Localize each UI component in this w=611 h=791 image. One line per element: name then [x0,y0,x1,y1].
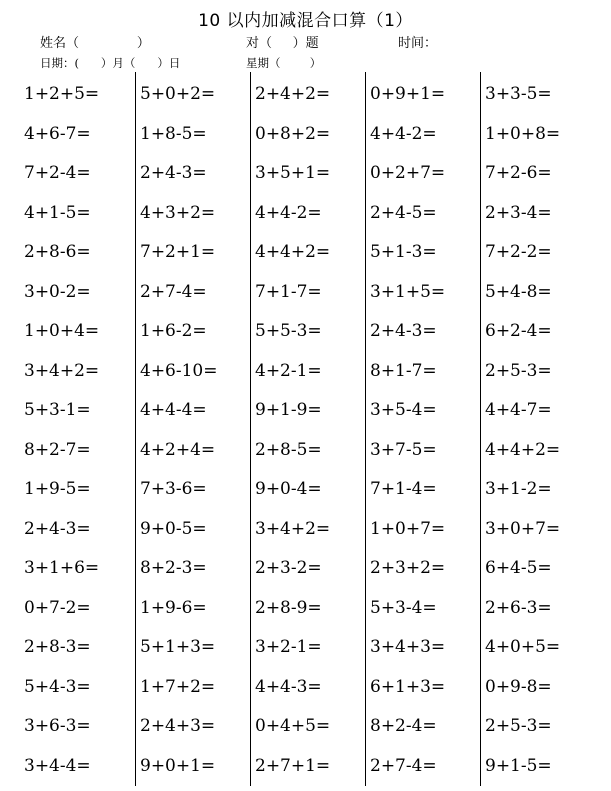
math-problem: 2+8-3= [24,637,91,657]
math-problem: 8+2-3= [140,558,207,578]
math-problem: 3+1-2= [485,479,552,499]
math-problem: 4+4+2= [255,242,330,262]
problem-row [24,515,604,555]
math-problem: 0+8+2= [255,124,330,144]
math-problem: 4+2+4= [140,440,215,460]
math-problem: 7+1-7= [255,282,322,302]
arithmetic-grid [24,80,604,791]
problem-row [24,673,604,713]
math-problem: 7+3-6= [140,479,207,499]
problem-row [24,633,604,673]
math-problem: 1+7+2= [140,677,215,697]
math-problem: 3+5+1= [255,163,330,183]
math-problem: 7+2-2= [485,242,552,262]
math-problem: 5+4-8= [485,282,552,302]
math-problem: 4+2-1= [255,361,322,381]
math-problem: 4+6-10= [140,361,218,381]
math-problem: 4+4+2= [485,440,560,460]
math-problem: 5+0+2= [140,84,215,104]
math-problem: 4+3+2= [140,203,215,223]
weekday-field-label: 星期（ ） [246,55,321,71]
math-problem: 8+1-7= [370,361,437,381]
math-problem: 9+0-4= [255,479,322,499]
math-problem: 3+7-5= [370,440,437,460]
math-problem: 1+9-6= [140,598,207,618]
math-problem: 0+9-8= [485,677,552,697]
math-problem: 3+3-5= [485,84,552,104]
problem-row [24,594,604,634]
problem-row [24,80,604,120]
problem-row [24,396,604,436]
math-problem: 4+4-2= [370,124,437,144]
math-problem: 5+4-3= [24,677,91,697]
time-label: 时间： [398,36,437,52]
problem-row [24,554,604,594]
correct-count-label: 对（ ）题 [246,36,319,52]
math-problem: 4+0+5= [485,637,560,657]
math-problem: 2+4-3= [140,163,207,183]
math-problem: 7+2-4= [24,163,91,183]
problem-row [24,436,604,476]
math-problem: 3+1+6= [24,558,99,578]
math-problem: 1+0+4= [24,321,99,341]
math-problem: 3+2-1= [255,637,322,657]
math-problem: 2+5-3= [485,716,552,736]
math-problem: 6+1+3= [370,677,445,697]
problem-row [24,199,604,239]
math-problem: 2+4+2= [255,84,330,104]
math-problem: 2+4-5= [370,203,437,223]
math-problem: 4+6-7= [24,124,91,144]
problem-row [24,120,604,160]
math-problem: 7+2+1= [140,242,215,262]
math-problem: 3+1+5= [370,282,445,302]
math-problem: 2+8-5= [255,440,322,460]
math-problem: 2+7-4= [140,282,207,302]
math-problem: 4+4-7= [485,400,552,420]
math-problem: 9+1-9= [255,400,322,420]
name-field-label: 姓名（ ） [40,36,150,52]
math-problem: 1+8-5= [140,124,207,144]
math-problem: 2+8-9= [255,598,322,618]
math-problem: 3+5-4= [370,400,437,420]
math-problem: 8+2-7= [24,440,91,460]
math-problem: 4+4-2= [255,203,322,223]
math-problem: 3+4+2= [255,519,330,539]
math-problem: 2+7-4= [370,756,437,776]
page-title: 10 以内加减混合口算（1） [0,6,611,31]
math-problem: 1+0+7= [370,519,445,539]
problem-row [24,475,604,515]
math-problem: 2+5-3= [485,361,552,381]
math-problem: 3+4+2= [24,361,99,381]
math-problem: 7+1-4= [370,479,437,499]
math-problem: 8+2-4= [370,716,437,736]
math-problem: 1+6-2= [140,321,207,341]
math-problem: 3+0+7= [485,519,560,539]
math-problem: 2+4-3= [370,321,437,341]
math-problem: 4+4-3= [255,677,322,697]
problem-row [24,238,604,278]
math-problem: 2+6-3= [485,598,552,618]
math-problem: 4+1-5= [24,203,91,223]
math-problem: 2+4+3= [140,716,215,736]
problem-row [24,712,604,752]
math-problem: 5+3-4= [370,598,437,618]
math-problem: 2+8-6= [24,242,91,262]
math-problem: 9+0+1= [140,756,215,776]
math-problem: 6+4-5= [485,558,552,578]
math-problem: 2+3-2= [255,558,322,578]
math-problem: 3+6-3= [24,716,91,736]
math-problem: 0+7-2= [24,598,91,618]
math-problem: 3+4+3= [370,637,445,657]
math-problem: 5+3-1= [24,400,91,420]
math-problem: 2+4-3= [24,519,91,539]
math-problem: 1+2+5= [24,84,99,104]
math-problem: 6+2-4= [485,321,552,341]
math-problem: 0+9+1= [370,84,445,104]
math-problem: 3+0-2= [24,282,91,302]
math-problem: 9+0-5= [140,519,207,539]
problem-row [24,278,604,318]
math-problem: 5+1+3= [140,637,215,657]
math-problem: 4+4-4= [140,400,207,420]
math-problem: 3+4-4= [24,756,91,776]
math-problem: 5+1-3= [370,242,437,262]
problem-row [24,752,604,791]
date-field-label: 日期：( ）月（ ）日 [40,55,180,71]
problem-row [24,357,604,397]
math-problem: 2+7+1= [255,756,330,776]
math-problem: 1+9-5= [24,479,91,499]
problem-row [24,159,604,199]
math-problem: 0+4+5= [255,716,330,736]
math-problem: 0+2+7= [370,163,445,183]
math-problem: 1+0+8= [485,124,560,144]
math-problem: 9+1-5= [485,756,552,776]
math-problem: 7+2-6= [485,163,552,183]
problem-row [24,317,604,357]
math-problem: 2+3+2= [370,558,445,578]
math-problem: 5+5-3= [255,321,322,341]
math-problem: 2+3-4= [485,203,552,223]
